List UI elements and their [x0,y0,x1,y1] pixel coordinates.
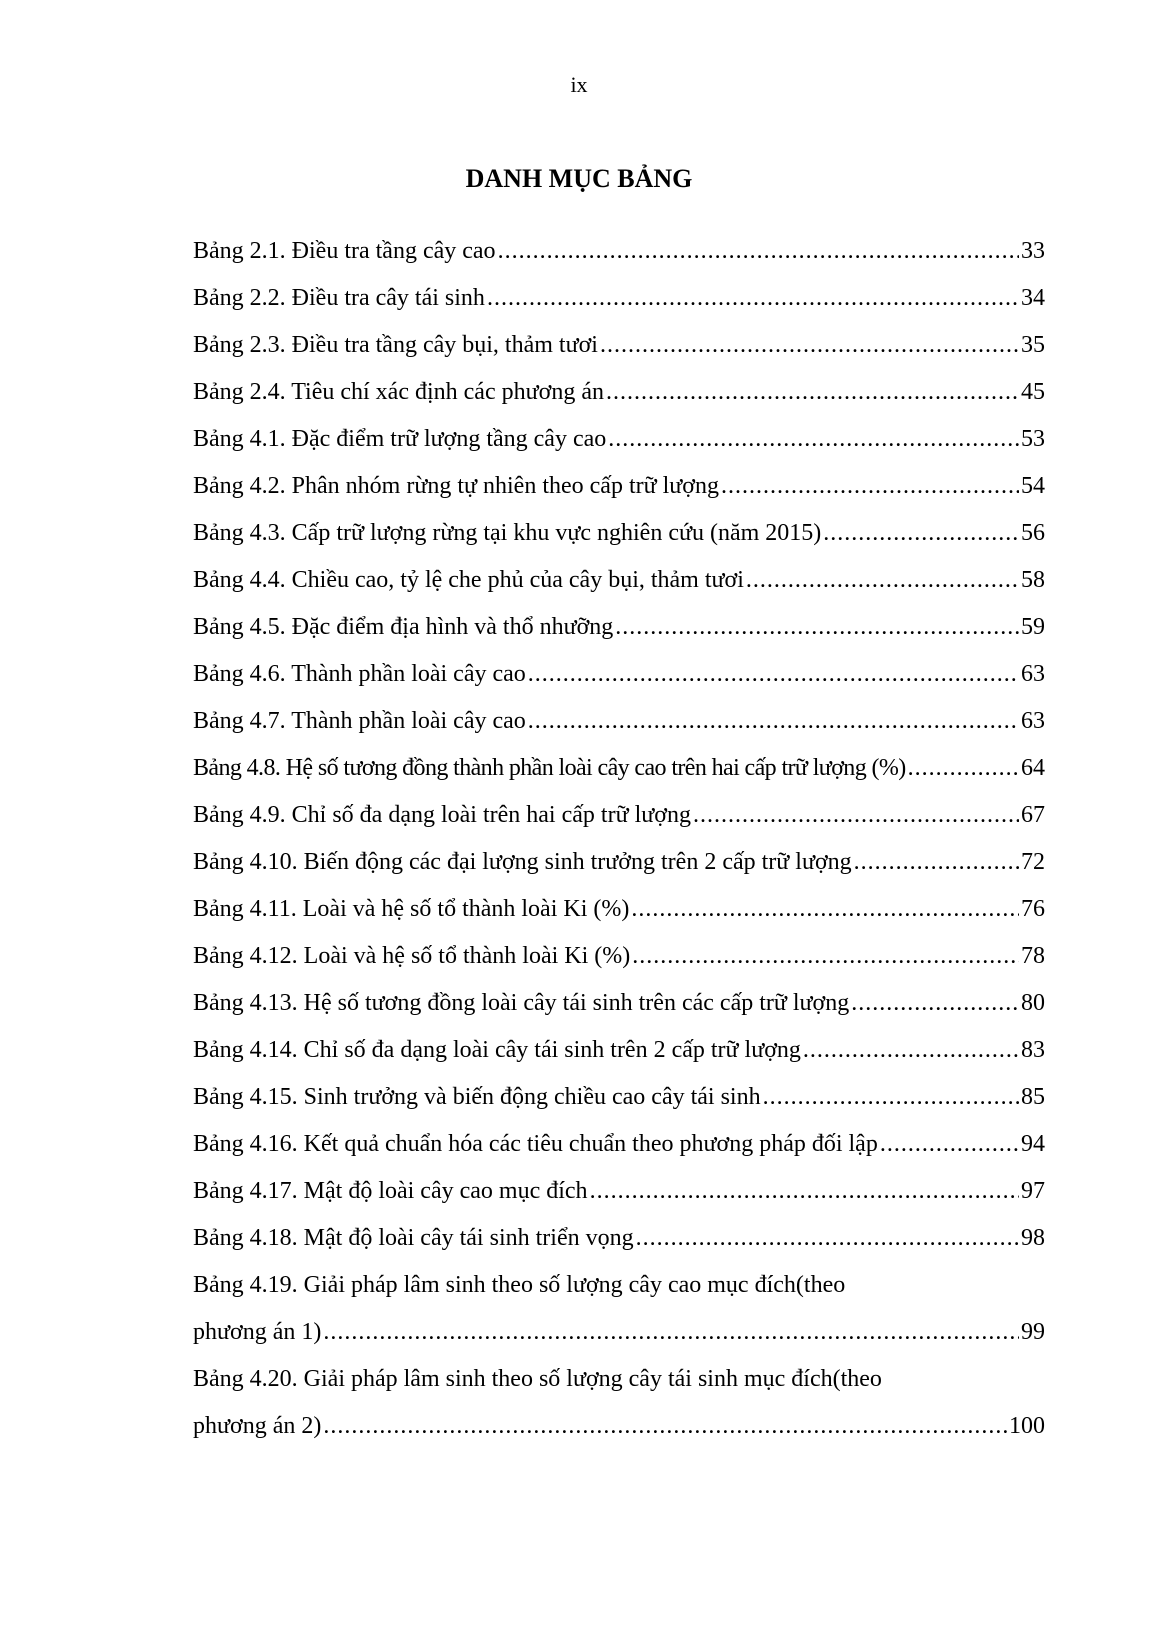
entry-title: Bảng 4.11. Loài và hệ số tổ thành loài Ki (%) [193,896,630,922]
dot-leader [880,1121,1019,1168]
list-item [193,698,1045,745]
dot-leader [528,651,1019,698]
entry-title: Bảng 4.17. Mật độ loài cây cao mục đích [193,1178,588,1204]
list-item [193,886,1045,933]
dot-leader [746,557,1019,604]
entry-title: Bảng 4.12. Loài và hệ số tổ thành loài Ki (%) [193,943,631,969]
list-item [193,604,1045,651]
entry-title: Bảng 4.18. Mật độ loài cây tái sinh triển vọng [193,1225,634,1251]
entry-title: Bảng 4.19. Giải pháp lâm sinh theo số lượng cây cao mục đích(theo [193,1272,846,1298]
list-item [193,275,1045,322]
entry-page-number: 63 [1021,661,1045,687]
list-item [193,1262,1045,1356]
entry-page-number: 98 [1021,1225,1045,1251]
entry-page-number: 64 [1021,755,1045,781]
dot-leader [908,745,1019,792]
dot-leader [615,604,1019,651]
entry-title: Bảng 2.3. Điều tra tầng cây bụi, thảm tươi [193,332,598,358]
list-item [193,1027,1045,1074]
entry-title: Bảng 2.2. Điều tra cây tái sinh [193,285,485,311]
list-item [193,1215,1045,1262]
entry-page-number: 58 [1021,567,1045,593]
entry-title: Bảng 4.7. Thành phần loài cây cao [193,708,526,734]
entry-page-number: 35 [1021,332,1045,358]
entry-page-number: 100 [1009,1413,1045,1439]
entry-title: Bảng 4.2. Phân nhóm rừng tự nhiên theo cấp trữ lượng [193,473,719,499]
list-item [193,369,1045,416]
entry-title-continued: phương án 2) [193,1413,322,1439]
list-item [193,651,1045,698]
entry-title: Bảng 4.10. Biến động các đại lượng sinh trưởng trên 2 cấp trữ lượng [193,849,852,875]
page-title: DANH MỤC BẢNG [465,164,693,193]
entry-page-number: 85 [1021,1084,1045,1110]
dot-leader [498,228,1019,275]
list-item [193,1168,1045,1215]
dot-leader [608,416,1019,463]
entry-title: Bảng 4.5. Đặc điểm địa hình và thổ nhưỡng [193,614,614,640]
entry-page-number: 34 [1021,285,1045,311]
list-item [193,510,1045,557]
list-item [193,322,1045,369]
list-item [193,745,1045,792]
list-item [193,463,1045,510]
entry-page-number: 97 [1021,1178,1045,1204]
dot-leader [854,839,1019,886]
entry-title: Bảng 2.1. Điều tra tầng cây cao [193,238,496,264]
dot-leader [528,698,1019,745]
dot-leader [590,1168,1019,1215]
entry-page-number: 83 [1021,1037,1045,1063]
entry-title: Bảng 4.14. Chỉ số đa dạng loài cây tái sinh trên 2 cấp trữ lượng [193,1037,801,1063]
entry-page-number: 59 [1021,614,1045,640]
dot-leader [487,275,1019,322]
entry-title: Bảng 2.4. Tiêu chí xác định các phương án [193,379,604,405]
list-item [193,1121,1045,1168]
list-item [193,839,1045,886]
entry-page-number: 54 [1021,473,1045,499]
list-item [193,1356,1045,1450]
dot-leader [803,1027,1019,1074]
table-list [193,228,1045,1450]
entry-page-number: 63 [1021,708,1045,734]
dot-leader [693,792,1019,839]
list-item [193,228,1045,275]
entry-title: Bảng 4.3. Cấp trữ lượng rừng tại khu vực nghiên cứu (năm 2015) [193,520,822,546]
dot-leader [721,463,1019,510]
entry-title: Bảng 4.1. Đặc điểm trữ lượng tầng cây cao [193,426,607,452]
dot-leader [323,1309,1019,1356]
entry-page-number: 72 [1021,849,1045,875]
entry-title: Bảng 4.8. Hệ số tương đồng thành phần loài cây cao trên hai cấp trữ lượng (%) [193,755,906,781]
dot-leader [606,369,1019,416]
dot-leader [851,980,1019,1027]
entry-page-number: 94 [1021,1131,1045,1157]
page-number: ix [570,72,588,97]
entry-title: Bảng 4.9. Chỉ số đa dạng loài trên hai cấp trữ lượng [193,802,691,828]
entry-page-number: 53 [1021,426,1045,452]
entry-title: Bảng 4.20. Giải pháp lâm sinh theo số lượng cây tái sinh mục đích(theo [193,1366,882,1392]
list-item [193,792,1045,839]
list-item [193,1074,1045,1121]
entry-title: Bảng 4.16. Kết quả chuẩn hóa các tiêu chuẩn theo phương pháp đối lập [193,1131,878,1157]
entry-page-number: 80 [1021,990,1045,1016]
entry-page-number: 56 [1021,520,1045,546]
entry-page-number: 33 [1021,238,1045,264]
entry-page-number: 45 [1021,379,1045,405]
dot-leader [763,1074,1019,1121]
dot-leader [823,510,1019,557]
entry-page-number: 67 [1021,802,1045,828]
entry-title: Bảng 4.4. Chiều cao, tỷ lệ che phủ của cây bụi, thảm tươi [193,567,744,593]
list-item [193,933,1045,980]
entry-title-continued: phương án 1) [193,1319,322,1345]
entry-page-number: 78 [1021,943,1045,969]
list-item [193,557,1045,604]
dot-leader [600,322,1019,369]
entry-page-number: 99 [1021,1319,1045,1345]
dot-leader [323,1403,1007,1450]
dot-leader [632,933,1019,980]
dot-leader [631,886,1019,933]
entry-title: Bảng 4.6. Thành phần loài cây cao [193,661,526,687]
list-item [193,416,1045,463]
entry-title: Bảng 4.15. Sinh trưởng và biến động chiều cao cây tái sinh [193,1084,761,1110]
list-item [193,980,1045,1027]
entry-page-number: 76 [1021,896,1045,922]
entry-title: Bảng 4.13. Hệ số tương đồng loài cây tái sinh trên các cấp trữ lượng [193,990,850,1016]
dot-leader [636,1215,1019,1262]
